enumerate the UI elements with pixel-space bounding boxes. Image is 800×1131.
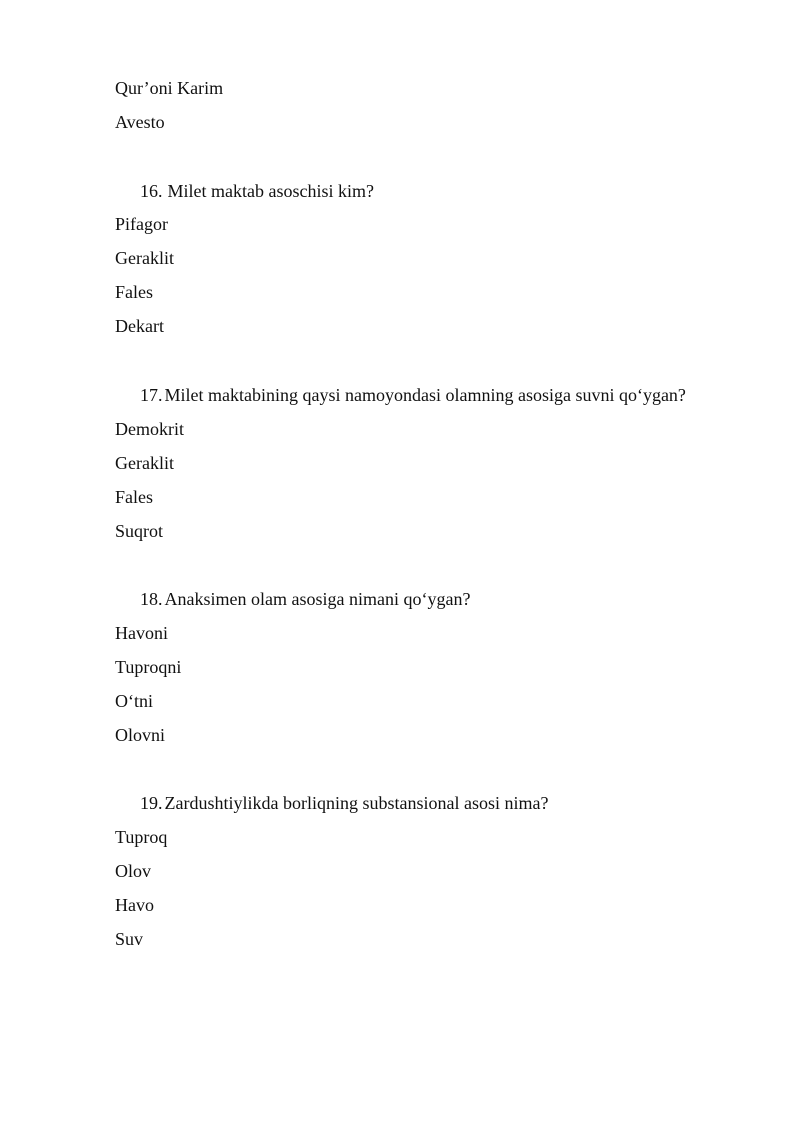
answer-option: Geraklit xyxy=(115,453,174,473)
answer-option: Olovni xyxy=(115,725,166,745)
question-text: Milet maktab asoschisi kim? xyxy=(167,181,374,201)
answer-option: Fales xyxy=(115,487,153,507)
answer-option: Pifagor xyxy=(115,214,168,234)
question-16 xyxy=(140,181,374,201)
answer-option: Avesto xyxy=(115,112,165,132)
answer-option: O‘tni xyxy=(115,691,153,711)
answer-option: Demokrit xyxy=(115,419,184,439)
question-text: Anaksimen olam asosiga nimani qo‘ygan? xyxy=(164,589,471,609)
question-text: Zardushtiylikda borliqning substansional asosi nima? xyxy=(164,793,549,813)
question-number: 19. xyxy=(140,793,163,813)
answer-option: Havoni xyxy=(115,623,168,643)
answer-option: Geraklit xyxy=(115,248,174,268)
question-number: 18. xyxy=(140,589,163,609)
question-number: 17. xyxy=(140,385,163,405)
question-text: Milet maktabining qaysi namoyondasi olamning asosiga suvni qo‘ygan? xyxy=(164,385,686,405)
question-19 xyxy=(140,793,548,813)
answer-option: Suqrot xyxy=(115,521,164,541)
question-18 xyxy=(140,589,470,609)
answer-option: Suv xyxy=(115,929,144,949)
answer-option: Tuproqni xyxy=(115,657,182,677)
answer-option: Fales xyxy=(115,282,153,302)
answer-option: Qur’oni Karim xyxy=(115,78,224,98)
answer-option: Havo xyxy=(115,895,154,915)
question-number: 16. xyxy=(140,181,163,201)
answer-option: Olov xyxy=(115,861,151,881)
answer-option: Dekart xyxy=(115,316,164,336)
question-17 xyxy=(140,385,686,405)
answer-option: Tuproq xyxy=(115,827,168,847)
